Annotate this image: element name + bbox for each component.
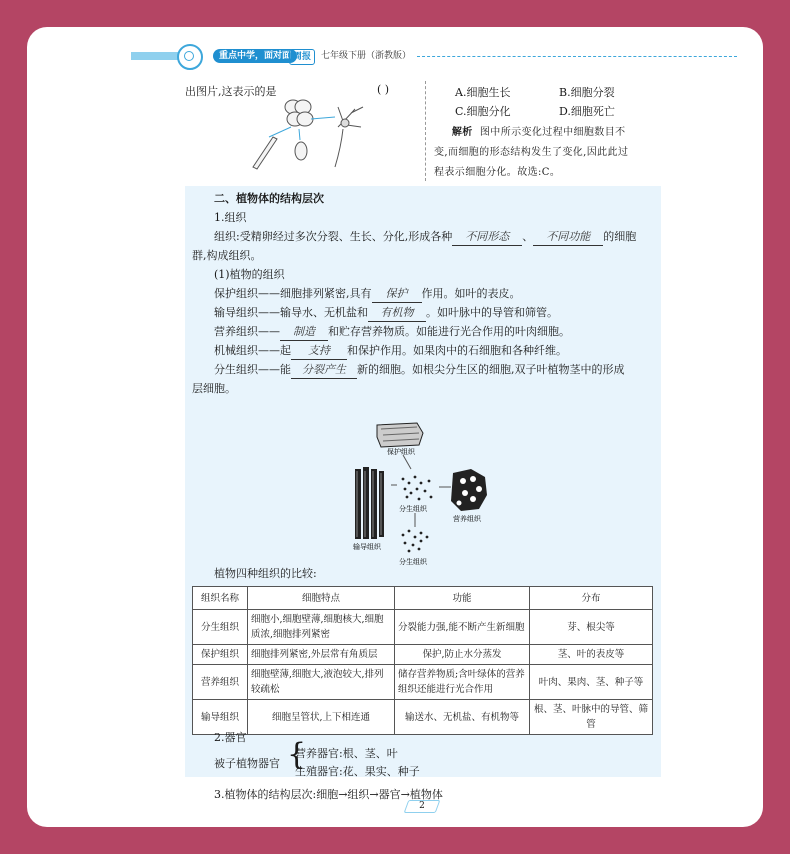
meristem-line: 分生组织——能 分裂产生 新的细胞。如根尖分生区的细胞,双子叶植物茎中的形成 bbox=[214, 362, 625, 379]
question-stem: 出图片,这表示的是 bbox=[185, 85, 277, 98]
cell-function: 储存营养物质;含叶绿体的营养组织还能进行光合作用 bbox=[395, 665, 530, 700]
nutritive-tissue-line: 营养组织—— 制造 和贮存营养物质。如能进行光合作用的叶肉细胞。 bbox=[214, 324, 570, 341]
plant-tissues-figure bbox=[347, 421, 507, 571]
cell-name: 分生组织 bbox=[193, 610, 248, 645]
tissue-comparison-table bbox=[192, 586, 653, 735]
column-divider bbox=[425, 81, 426, 181]
th-name: 组织名称 bbox=[193, 587, 248, 610]
option-c[interactable]: C.细胞分化 bbox=[455, 105, 511, 118]
table-header-row bbox=[193, 587, 653, 610]
organ-vegetative: 营养器官:根、茎、叶 bbox=[295, 747, 398, 760]
blank-protect: 保护 bbox=[372, 286, 422, 303]
label-meristem-2: 分生组织 bbox=[399, 558, 427, 566]
th-function: 功能 bbox=[395, 587, 530, 610]
table-row bbox=[193, 665, 653, 700]
cell-function: 输送水、无机盐、有机物等 bbox=[395, 700, 530, 735]
analysis-line-1: 图中所示变化过程中细胞数目不 bbox=[479, 127, 626, 138]
analysis-line-3: 程表示细胞分化。故选:C。 bbox=[434, 167, 561, 178]
cell-function: 分裂能力强,能不断产生新细胞 bbox=[395, 610, 530, 645]
cell-name: 保护组织 bbox=[193, 645, 248, 665]
label-meristem-1: 分生组织 bbox=[399, 505, 427, 513]
option-d[interactable]: D.细胞死亡 bbox=[559, 105, 615, 118]
option-a[interactable]: A.细胞生长 bbox=[455, 86, 511, 99]
blank-make: 制造 bbox=[280, 324, 328, 341]
option-b[interactable]: B.细胞分裂 bbox=[559, 86, 615, 99]
subheading-tissue: 1.组织 bbox=[214, 211, 247, 224]
page-number: 2 bbox=[412, 799, 432, 813]
brand-pill: 重点中学，面对面 bbox=[213, 49, 297, 63]
school-seal-icon bbox=[177, 44, 203, 70]
cell-function: 保护,防止水分蒸发 bbox=[395, 645, 530, 665]
cell-feature: 细胞排列紧密,外层常有角质层 bbox=[248, 645, 395, 665]
cell-feature: 细胞壁薄,细胞大,液泡较大,排列较疏松 bbox=[248, 665, 395, 700]
subheading-plant-tissue: (1)植物的组织 bbox=[214, 268, 285, 281]
options bbox=[455, 83, 705, 121]
organ-reproductive: 生殖器官:花、果实、种子 bbox=[295, 765, 420, 778]
organ-label: 被子植物器官 bbox=[214, 757, 280, 770]
conducting-tissue-line: 输导组织——输导水、无机盐和 有机物 。如叶脉中的导管和筛管。 bbox=[214, 305, 558, 322]
label-protective: 保护组织 bbox=[387, 448, 415, 456]
analysis bbox=[434, 123, 660, 183]
cell-distribution: 芽、根尖等 bbox=[530, 610, 653, 645]
mechanical-tissue-line: 机械组织——起 支持 和保护作用。如果肉中的石细胞和各种纤维。 bbox=[214, 343, 567, 360]
structure-levels: 3.植物体的结构层次:细胞→组织→器官→植物体 bbox=[214, 788, 443, 801]
table-row bbox=[193, 610, 653, 645]
cell-feature: 细胞小,细胞壁薄,细胞核大,细胞质浓,细胞排列紧密 bbox=[248, 610, 395, 645]
section-title: 二、植物体的结构层次 bbox=[214, 192, 324, 205]
header-rule bbox=[417, 56, 737, 57]
blank-organic: 有机物 bbox=[368, 305, 426, 322]
cell-differentiation-figure bbox=[243, 97, 373, 177]
grade-label: 七年级下册（浙教版） bbox=[321, 51, 412, 61]
table-row bbox=[193, 700, 653, 735]
cell-distribution: 叶肉、果肉、茎、种子等 bbox=[530, 665, 653, 700]
analysis-label: 解析 bbox=[451, 127, 473, 138]
cell-distribution: 茎、叶的表皮等 bbox=[530, 645, 653, 665]
cell-distribution: 根、茎、叶脉中的导管、筛管 bbox=[530, 700, 653, 735]
answer-paren: ( ) bbox=[377, 83, 390, 96]
tissue-definition-line2: 群,构成组织。 bbox=[192, 249, 262, 262]
brace-icon: { bbox=[287, 737, 307, 772]
th-feature: 细胞特点 bbox=[248, 587, 395, 610]
page-header bbox=[131, 46, 731, 68]
page-card bbox=[27, 27, 763, 827]
cell-name: 营养组织 bbox=[193, 665, 248, 700]
table-row bbox=[193, 645, 653, 665]
brand-tag: 周报 bbox=[289, 49, 315, 65]
cell-feature: 细胞呈管状,上下相连通 bbox=[248, 700, 395, 735]
label-nutritive: 营养组织 bbox=[453, 515, 481, 523]
blank-different-function: 不同功能 bbox=[533, 229, 603, 246]
analysis-line-2: 变,而细胞的形态结构发生了变化,因此此过 bbox=[434, 147, 629, 158]
subheading-organ: 2.器官 bbox=[214, 731, 247, 744]
tissue-definition: 组织:受精卵经过多次分裂、生长、分化,形成各种 不同形态 、 不同功能 的细胞 bbox=[214, 229, 636, 246]
knowledge-panel bbox=[185, 186, 661, 777]
meristem-line2: 层细胞。 bbox=[192, 382, 236, 395]
cell-name: 输导组织 bbox=[193, 700, 248, 735]
blank-divide: 分裂产生 bbox=[291, 362, 357, 379]
label-conducting: 输导组织 bbox=[353, 543, 381, 551]
protective-tissue-line: 保护组织——细胞排列紧密,具有 保护 作用。如叶的表皮。 bbox=[214, 286, 521, 303]
blank-different-shape: 不同形态 bbox=[452, 229, 522, 246]
comparison-title: 植物四种组织的比较: bbox=[214, 567, 317, 580]
th-distribution: 分布 bbox=[530, 587, 653, 610]
blank-support: 支持 bbox=[291, 343, 347, 360]
